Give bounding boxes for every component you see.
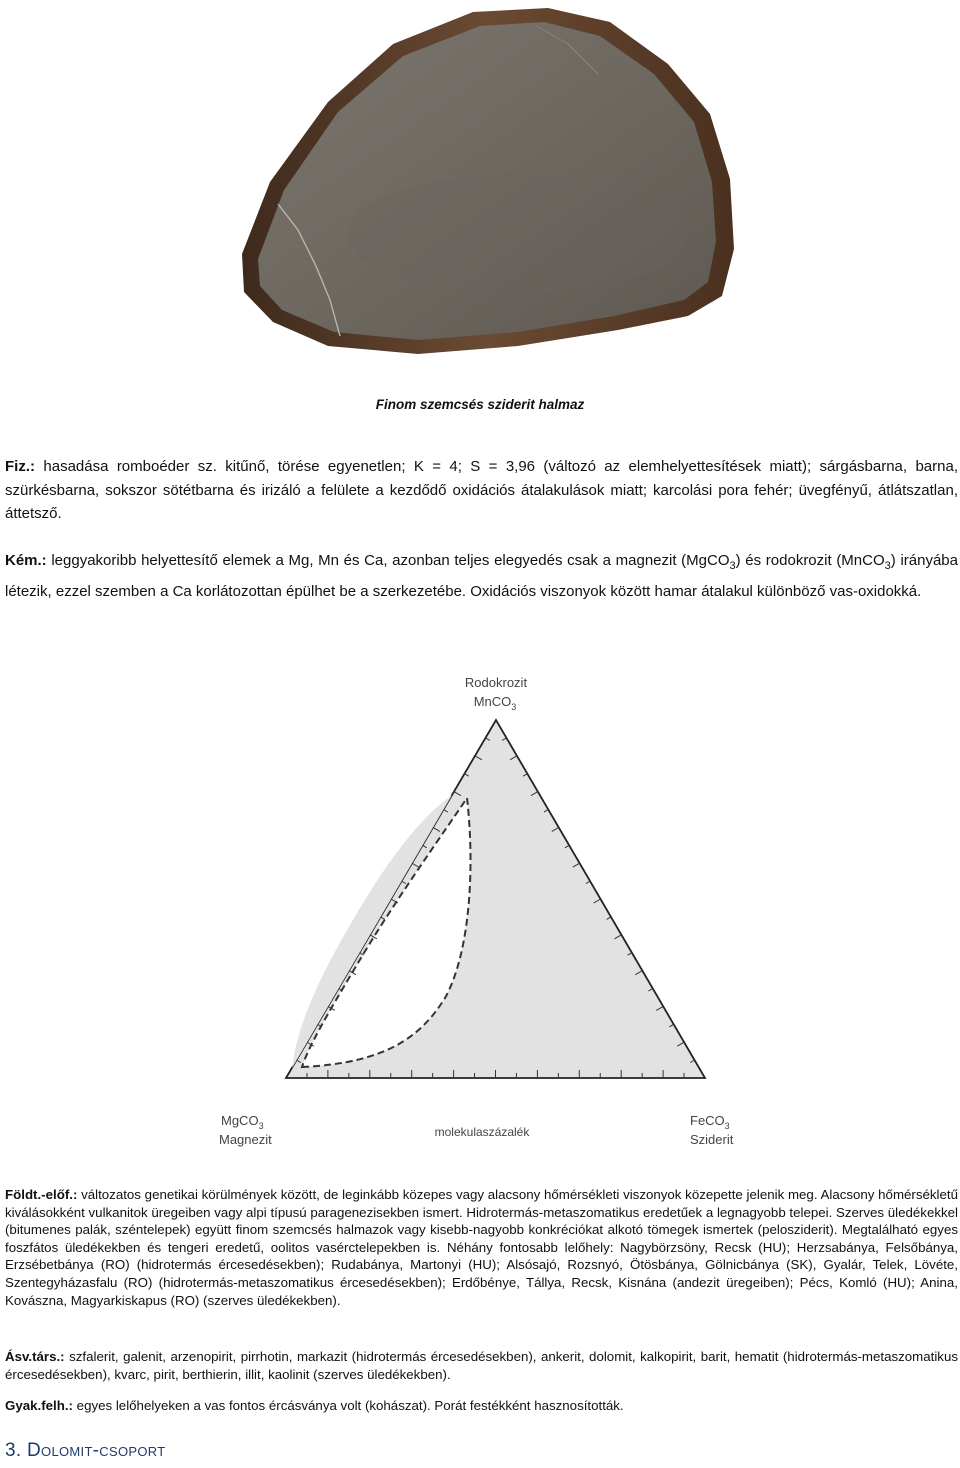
photo-caption: Finom szemcsés sziderit halmaz	[375, 397, 585, 412]
section-heading: 3. Dolomit-csoport	[5, 1440, 166, 1461]
fiz-text: hasadása romboéder sz. kitűnő, törése egyenetlen; K = 4; S = 3,96 (változó az elemhelyettesítések miatt); sárgásbarna, barna, szürkésbarna, sokszor sötétbarna és irizáló a felülete a kezdődő oxidációs átalakulások miatt; karcolási pora fehér; üvegfényű, átlátszatlan, áttetsző.	[5, 458, 958, 522]
siderite-specimen-photo	[218, 4, 744, 373]
asv-text: szfalerit, galenit, arzenopirit, pirrhotin, markazit (hidrotermás ércesedésekben), ankerit, dolomit, kalkopirit, barit, hematit (hidrotermás-metaszomatikus ércesedésekben), kvarc, pirit, berthierin, illit, kaolinit (szerves üledékekben).	[5, 1349, 958, 1382]
foldt-text: változatos genetikai körülmények között, de leginkább közepes vagy alacsony hőmérsékleti viszonyok közepette jelenik meg. Alacsony hőmérsékletű kiválásokként vulkanitok üregeiben vagy alpi típusú paragenezisekben ismert. Hidrotermás-metaszomatikus eredetűek a legnagyobb telepei. Szerves üledékekkel (bitumenes palák, széntelepek) együtt finom szemcsés halmazok vagy kisebb-nagyobb konkréciókat alkotó tömegek ismertek (pelosziderit). Megtalálható egyes foszfátos üledékekben és tengeri eredetű, oolitos vasérctelepekben is. Néhány fontosabb lelőhely: Nagybörzsöny, Recsk (HU); Herzsabánya, Felsőbánya, Erzsébetbánya (RO) (hidrotermás ércesedésekben); Rudabánya, Martonyi (HU); Alsósajó, Rozsnyó, Ötösbánya, Gölnicbánya (SK), Gyalár, Telek, Lövéte, Szentegyházasfalu (RO) (hidrotermás-metaszomatikus ércesedésekben); Erdőbénye, Tállya, Recsk, Kisnána (andezit üregeiben); Pécs, Komló (HU); Anina, Kovászna, Magyarkiskapus (RO) (szerves üledékekben).	[5, 1187, 958, 1308]
occurrence-paragraph	[5, 1186, 958, 1309]
kem-label: Kém.:	[5, 552, 47, 569]
physical-properties-paragraph	[5, 455, 958, 526]
fiz-label: Fiz.:	[5, 458, 35, 475]
kem-subscript-1: 3	[729, 560, 736, 572]
apex-top-name: Rodokrozit	[464, 675, 528, 690]
chemistry-paragraph	[5, 546, 958, 607]
rock-shadow	[348, 174, 688, 294]
foldt-label: Földt.-előf.:	[5, 1187, 78, 1202]
apex-left-formula: MgCO$_3$	[221, 1113, 264, 1131]
kem-text-2: ) és rodokrozit (MnCO	[735, 552, 885, 569]
kem-text-1: leggyakoribb helyettesítő elemek a Mg, Mn és Ca, azonban teljes elegyedés csak a magnezit (MgCO	[46, 552, 730, 569]
associated-minerals-paragraph	[5, 1348, 958, 1383]
apex-left-name: Magnezit	[219, 1132, 272, 1147]
axis-label: molekulaszázalék	[434, 1125, 530, 1139]
gyak-label: Gyak.felh.:	[5, 1398, 73, 1413]
apex-right-name: Sziderit	[690, 1132, 734, 1147]
ternary-diagram	[205, 668, 765, 1153]
apex-right-formula: FeCO$_3$	[690, 1113, 730, 1131]
asv-label: Ásv.társ.:	[5, 1349, 65, 1364]
apex-top-formula: MnCO$_3$	[473, 694, 517, 712]
practical-use-paragraph	[5, 1397, 958, 1415]
kem-text-3: ) irányába létezik, ezzel szemben a Ca korlátozottan épülhet be a szerkezetébe. Oxidációs viszonyok között hamar átalakul különböző vas-oxidokká.	[5, 552, 958, 600]
gyak-text: egyes lelőhelyeken a vas fontos ércásványa volt (kohászat). Porát festékként hasznosították.	[72, 1398, 624, 1413]
kem-subscript-2: 3	[884, 560, 891, 572]
